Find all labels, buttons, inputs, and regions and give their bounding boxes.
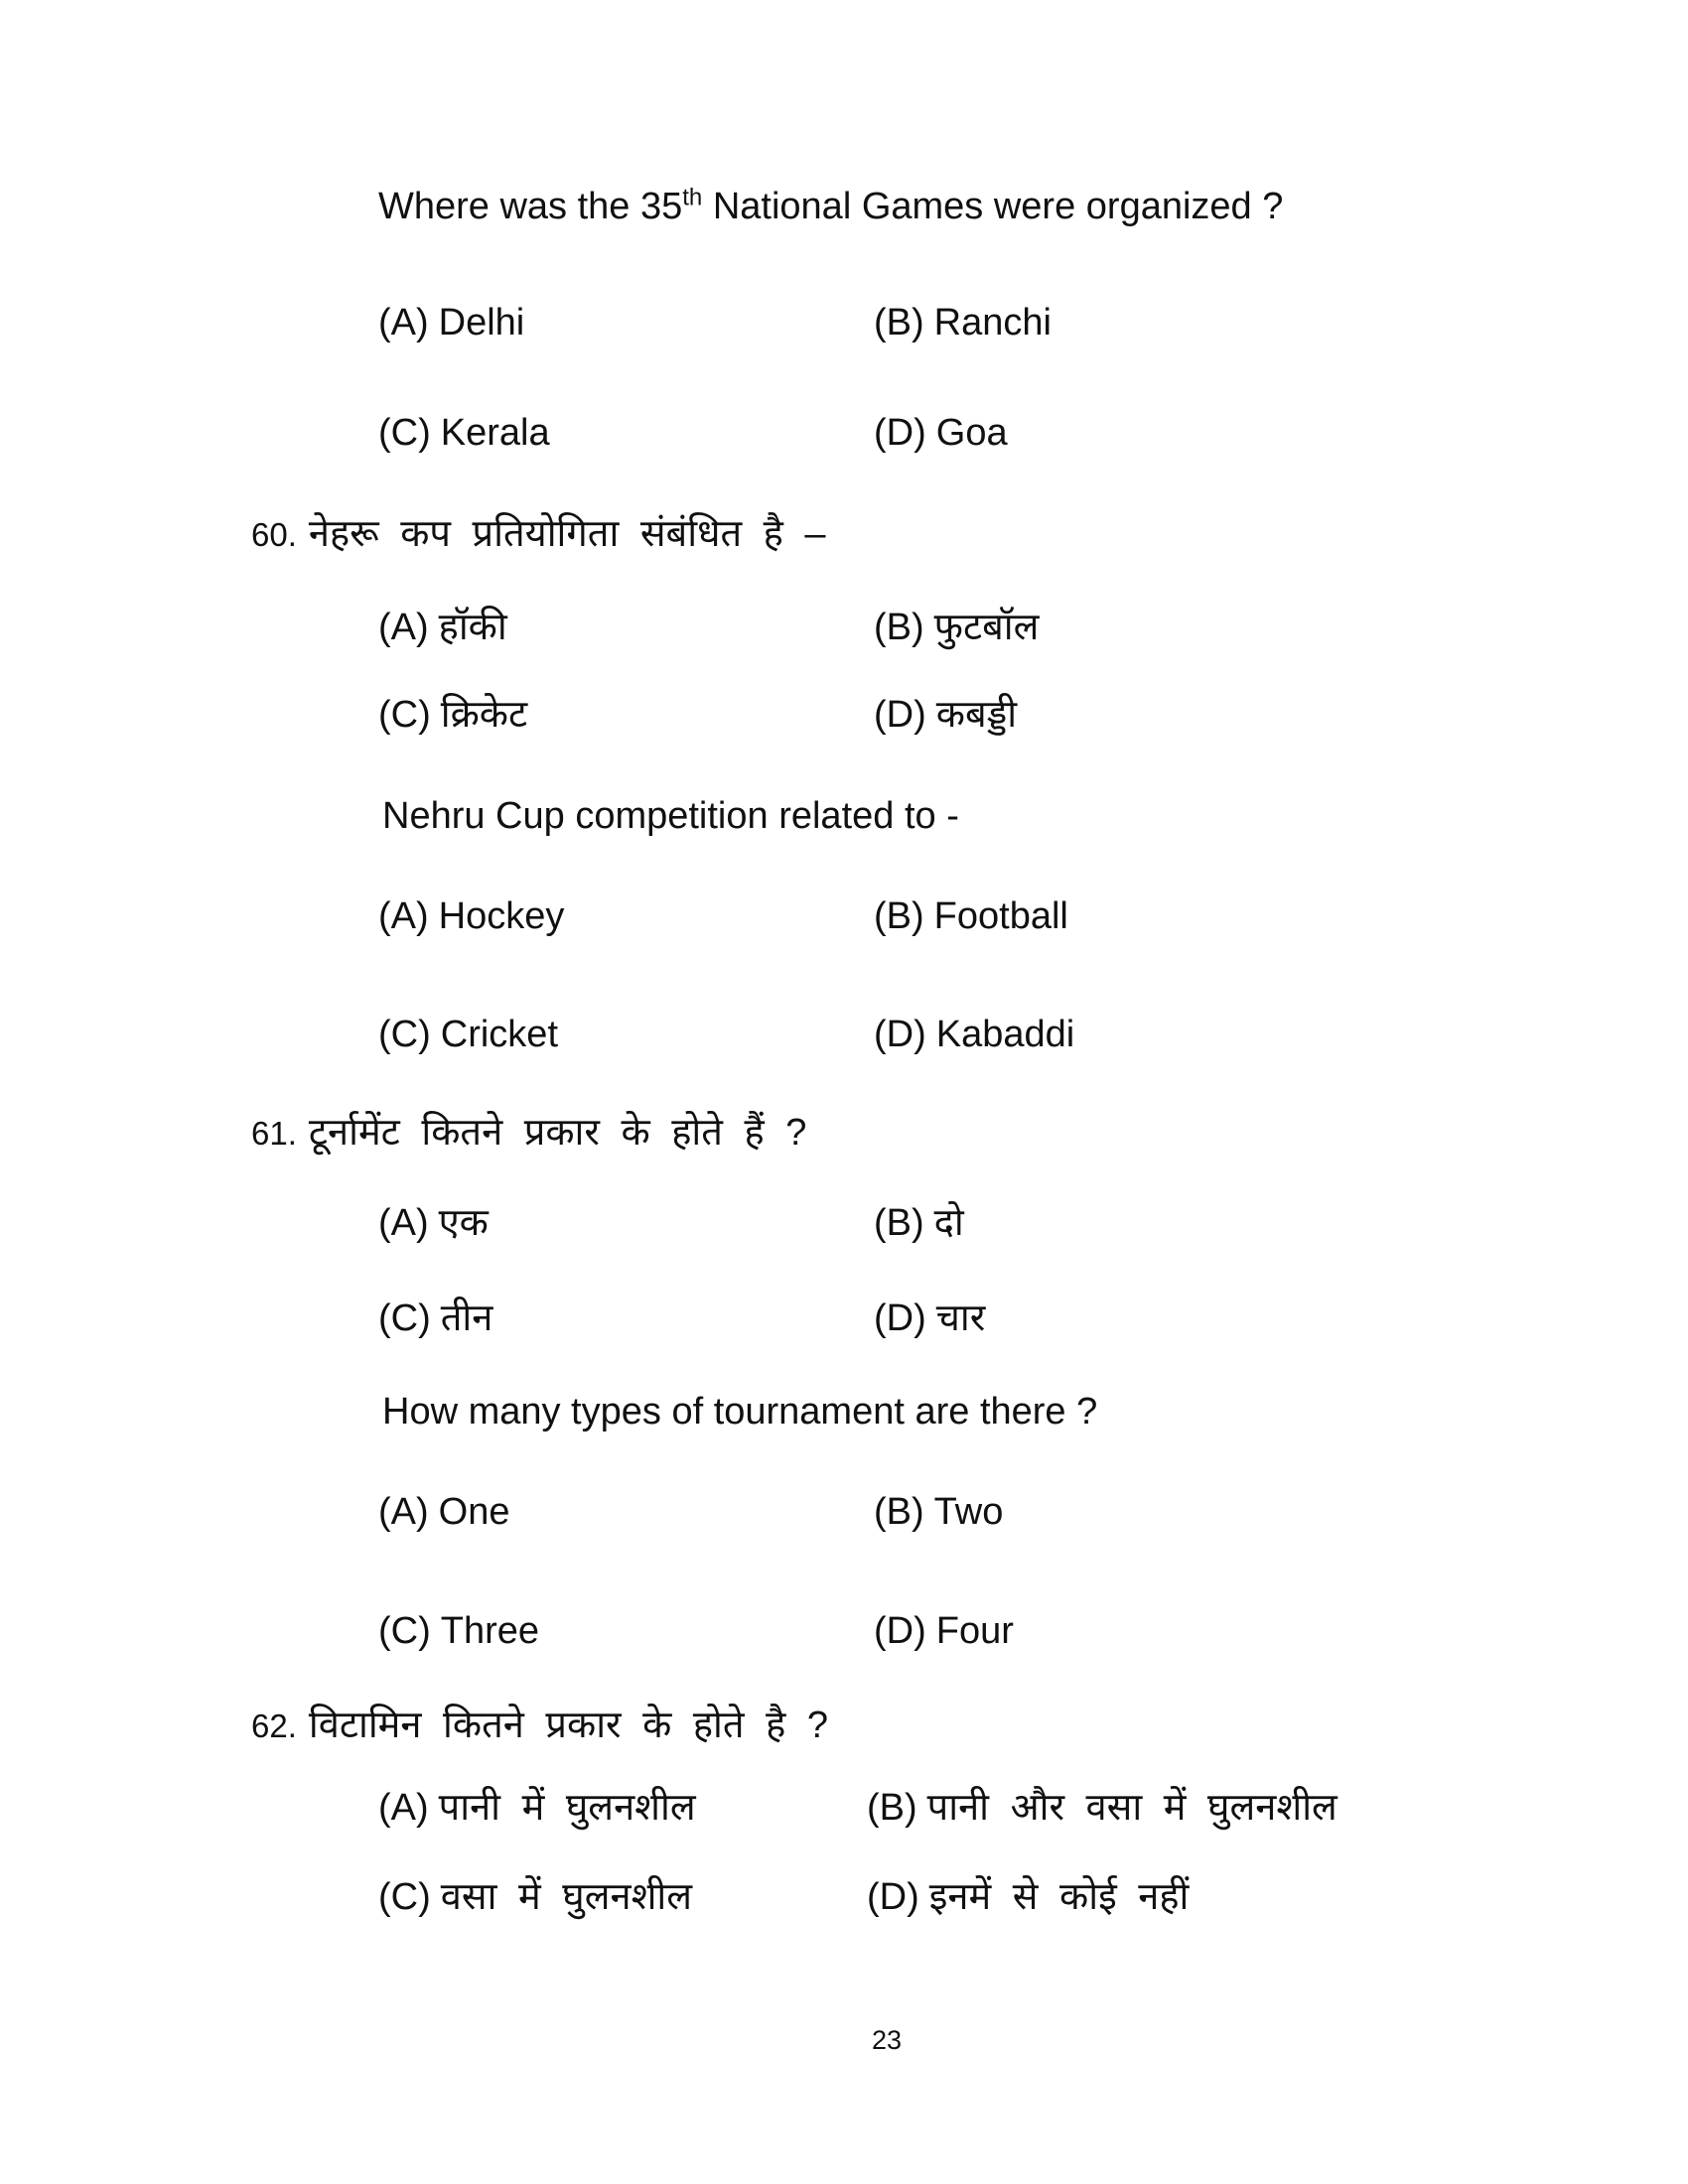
option-text: दो <box>933 1202 964 1244</box>
option-label: (C) <box>378 1610 431 1652</box>
option-text: Delhi <box>438 302 525 343</box>
q61-english-option-d <box>874 1609 1014 1655</box>
option-label: (B) <box>867 1787 917 1829</box>
option-text: पानी और वसा में घुलनशील <box>926 1787 1337 1829</box>
option-label: (C) <box>378 694 431 736</box>
question-62-number: 62. <box>251 1707 297 1744</box>
option-label: (C) <box>378 1297 431 1339</box>
option-label: (A) <box>378 607 429 648</box>
option-text: Four <box>935 1610 1014 1652</box>
question-61-text-english: How many types of tournament are there ? <box>382 1391 1098 1433</box>
page-number: 23 <box>871 2025 903 2055</box>
option-label: (A) <box>378 1787 429 1829</box>
ordinal-superscript: th <box>682 184 703 211</box>
q60-english-option-c <box>378 1013 558 1058</box>
option-label: (A) <box>378 1491 429 1533</box>
option-label: (B) <box>874 302 924 343</box>
q60-english-option-a <box>378 894 564 940</box>
q59-option-c <box>378 411 550 457</box>
option-label: (C) <box>378 412 431 454</box>
option-text: तीन <box>440 1297 493 1339</box>
option-text: Two <box>933 1491 1004 1533</box>
q61-hindi-option-d <box>874 1297 985 1342</box>
option-text: Cricket <box>440 1014 558 1055</box>
option-text: फुटबॉल <box>933 607 1040 648</box>
option-label: (B) <box>874 1202 924 1244</box>
option-text: क्रिकेट <box>440 694 528 736</box>
q61-hindi-option-a <box>378 1201 489 1247</box>
option-label: (D) <box>867 1876 919 1918</box>
option-label: (A) <box>378 1202 429 1244</box>
option-label: (D) <box>874 694 926 736</box>
option-text: कबड्डी <box>935 694 1018 736</box>
option-text: एक <box>438 1202 489 1244</box>
q61-english-option-c <box>378 1609 539 1655</box>
q62-option-b <box>867 1786 1337 1832</box>
option-text: Kerala <box>440 412 550 454</box>
option-text: Kabaddi <box>935 1014 1075 1055</box>
option-label: (D) <box>874 412 926 454</box>
option-label: (D) <box>874 1610 926 1652</box>
question-59-text-post: National Games were organized ? <box>702 186 1284 227</box>
q60-hindi-option-b <box>874 606 1039 651</box>
option-text: इनमें से कोई नहीं <box>928 1876 1190 1918</box>
question-60-text-english: Nehru Cup competition related to - <box>382 795 959 837</box>
option-text: Three <box>440 1610 540 1652</box>
q59-option-d <box>874 411 1008 457</box>
question-62-line-hindi <box>251 1704 828 1749</box>
q60-english-option-b <box>874 894 1068 940</box>
q61-english-option-a <box>378 1490 509 1536</box>
option-text: वसा में घुलनशील <box>440 1876 693 1918</box>
option-label: (A) <box>378 895 429 937</box>
option-label: (B) <box>874 895 924 937</box>
option-label: (B) <box>874 1491 924 1533</box>
option-text: पानी में घुलनशील <box>438 1787 696 1829</box>
option-label: (D) <box>874 1014 926 1055</box>
option-text: Goa <box>935 412 1008 454</box>
q60-hindi-option-c <box>378 693 527 739</box>
option-label: (D) <box>874 1297 926 1339</box>
q62-option-d <box>867 1875 1189 1921</box>
q61-hindi-option-b <box>874 1201 964 1247</box>
option-label: (A) <box>378 302 429 343</box>
question-60-line-hindi <box>251 512 826 558</box>
question-61-line-hindi <box>251 1111 806 1157</box>
question-60-text-hindi: नेहरू कप प्रतियोगिता संबंधित है – <box>308 513 826 555</box>
q59-option-b <box>874 301 1052 346</box>
option-label: (C) <box>378 1014 431 1055</box>
option-text: One <box>438 1491 510 1533</box>
q60-hindi-option-d <box>874 693 1017 739</box>
q60-english-option-d <box>874 1013 1074 1058</box>
option-label: (C) <box>378 1876 431 1918</box>
option-text: Football <box>933 895 1068 937</box>
q60-hindi-option-a <box>378 606 507 651</box>
question-61-text-hindi: टूर्नामेंट कितने प्रकार के होते हैं ? <box>308 1112 807 1154</box>
question-60-number: 60. <box>251 516 297 553</box>
q62-option-a <box>378 1786 696 1832</box>
q61-english-option-b <box>874 1490 1003 1536</box>
option-text: Hockey <box>438 895 565 937</box>
option-text: हॉकी <box>438 607 507 648</box>
question-61-number: 61. <box>251 1115 297 1152</box>
q59-option-a <box>378 301 524 346</box>
option-label: (B) <box>874 607 924 648</box>
option-text: चार <box>935 1297 986 1339</box>
question-59-text-pre: Where was the 35 <box>378 186 683 227</box>
question-62-text-hindi: विटामिन कितने प्रकार के होते है ? <box>308 1705 828 1746</box>
q61-hindi-option-c <box>378 1297 492 1342</box>
question-59-text-english <box>378 185 1283 230</box>
option-text: Ranchi <box>933 302 1052 343</box>
q62-option-c <box>378 1875 692 1921</box>
